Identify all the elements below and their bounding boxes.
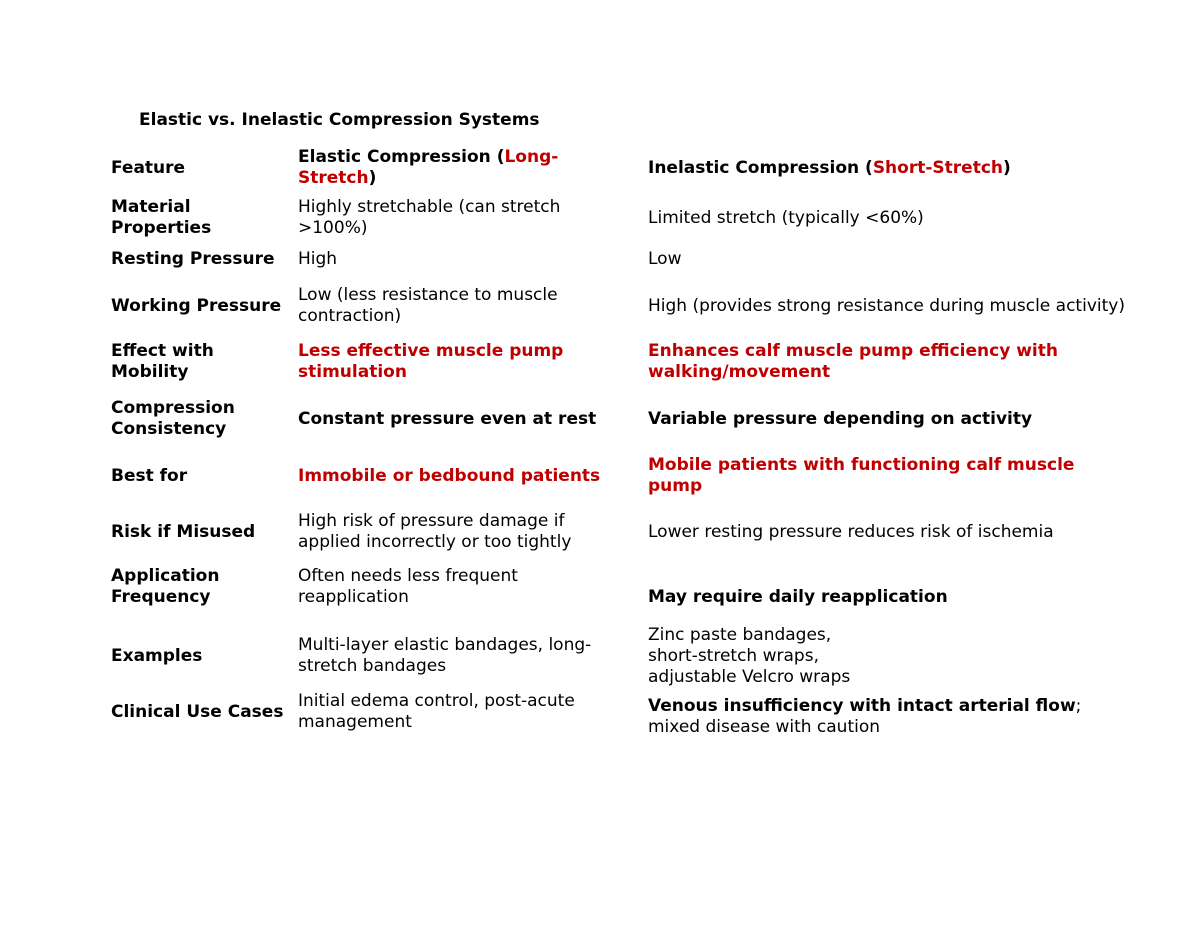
header-feature: Feature <box>111 157 186 178</box>
table-row: Resting Pressure High Low <box>111 248 682 269</box>
table-row: Examples Multi-layer elastic bandages, long-stretch bandages Zinc paste bandages, short-stretch wraps, adjustable Velcro wraps <box>111 624 851 687</box>
header-inelastic: Inelastic Compression (Short-Stretch) <box>648 157 1011 178</box>
elastic-type-label: Long-Stretch <box>298 147 559 188</box>
page-title: Elastic vs. Inelastic Compression Systems <box>139 110 540 130</box>
table-row: Best for Immobile or bedbound patients Mobile patients with functioning calf muscle pump <box>111 455 1075 496</box>
table-row: Effect with Mobility Less effective muscle pump stimulation Enhances calf muscle pump efficiency with walking/movement <box>111 341 1058 382</box>
inelastic-type-label: Short-Stretch <box>872 157 1003 178</box>
table-row: Application Frequency Often needs less frequent reapplication May require daily reapplication <box>111 566 948 607</box>
header-elastic: Elastic Compression (Long-Stretch) <box>298 147 559 188</box>
table-header-row <box>0 146 1200 190</box>
table-row: Clinical Use Cases Initial edema control, post-acute management Venous insufficiency with intact arterial flow; mixed disease with caution <box>111 691 1082 737</box>
table-row: Material Properties Highly stretchable (can stretch >100%) Limited stretch (typically <60%) <box>111 197 924 238</box>
table-row: Risk if Misused High risk of pressure damage if applied incorrectly or too tightly Lower resting pressure reduces risk of ischemia <box>111 511 1054 552</box>
table-row: Working Pressure Low (less resistance to muscle contraction) High (provides strong resistance during muscle activity) <box>111 285 1125 326</box>
table-row: Compression Consistency Constant pressure even at rest Variable pressure depending on activity <box>111 398 1033 439</box>
